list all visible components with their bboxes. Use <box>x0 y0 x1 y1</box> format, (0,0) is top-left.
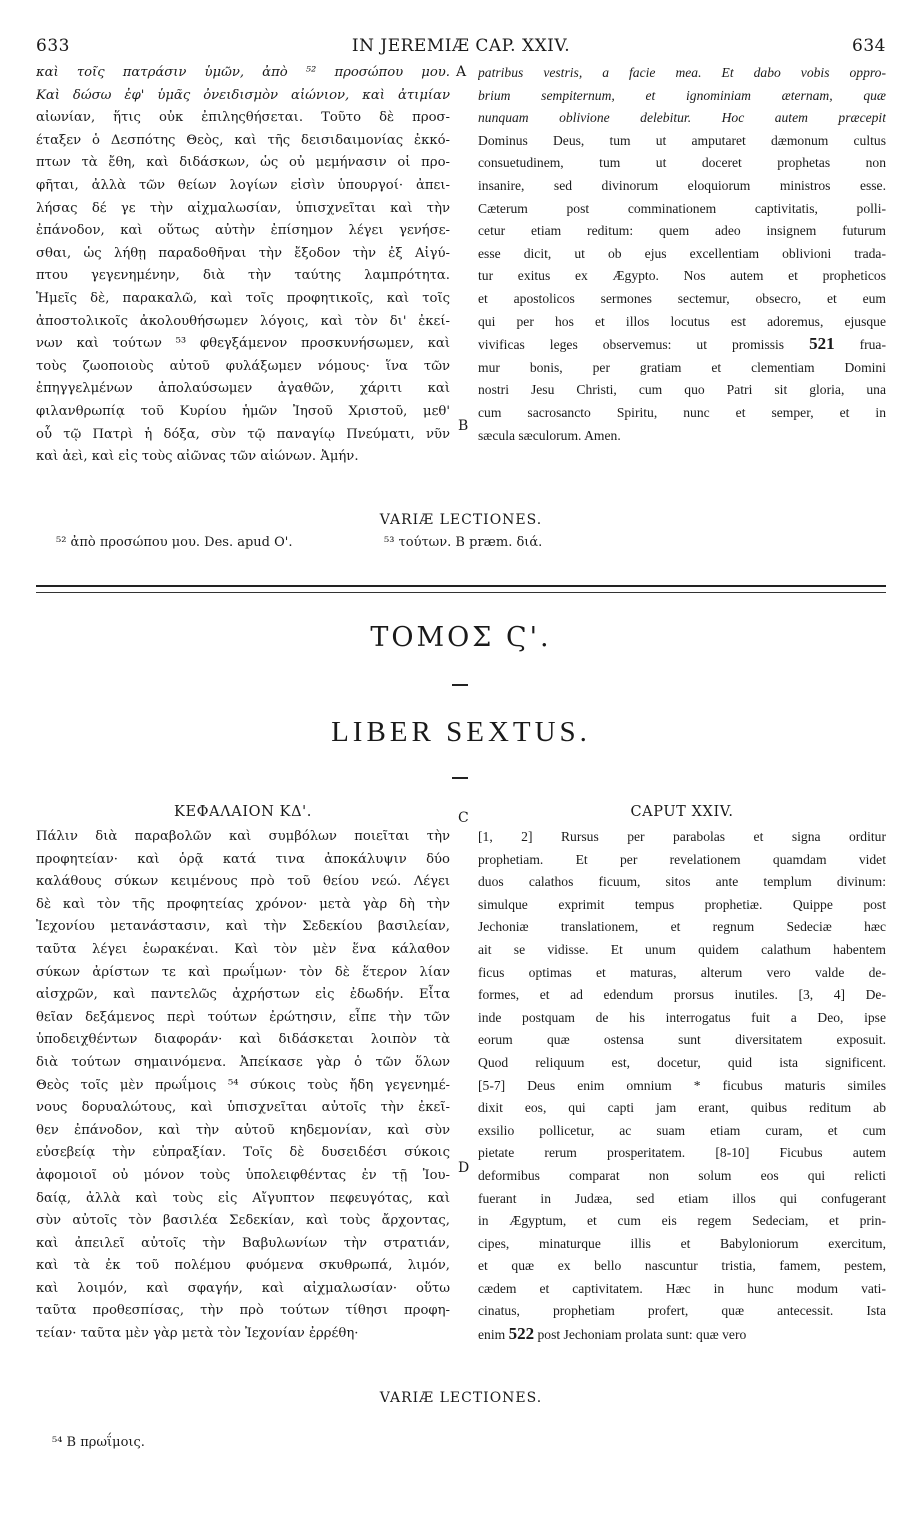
greek-top-line: οὗ τῷ Πατρὶ ἡ δόξα, σὺν τῷ παναγίῳ Πνεύματι, νῦν <box>36 426 450 442</box>
column-number-522: 522 <box>508 1324 535 1344</box>
greek-top-line: Καὶ δώσω ἐφ' ὑμᾶς ὀνειδισμὸν αἰώνιον, καὶ ἀτιμίαν <box>36 87 450 103</box>
latin-top-line: consuetudinem, tum ut doceret prophetas non <box>478 155 886 171</box>
latin-chapter-line: ait se vidisse. Et unum quidem calathum habentem <box>478 941 886 957</box>
greek-chapter-heading: ΚΕΦΑΛΑΙΟΝ ΚΔ'. <box>174 804 312 820</box>
greek-chapter-line: νους δορυαλώτους, καὶ ὑπισχνεῖται αὐτοῖς τὴν ἐκεῖ- <box>36 1100 450 1116</box>
greek-top-line: πτου γεγενημένην, διὰ τὴν ταύτης λαμπρότητα. <box>36 268 450 284</box>
greek-top-line: καὶ ἀεὶ, καὶ εἰς τοὺς αἰῶνας τῶν αἰώνων. Ἀμήν. <box>36 449 359 465</box>
greek-chapter-line: τείαν· ταῦτα μὲν γὰρ μετὰ τὸν Ἰεχονίαν ἐρρέθη· <box>36 1326 359 1342</box>
greek-chapter-line: Πάλιν διὰ παραβολῶν καὶ συμβόλων ποιεῖται τὴν <box>36 829 450 844</box>
greek-chapter-line: ὑποδειχθέντων διαφοράν· καὶ διδάσκεται λοιπὸν τὰ <box>36 1032 450 1048</box>
greek-chapter-line: σὺν αὐτοῖς τὸν βασιλέα Σεδεκίαν, καὶ τοὺς ἄρχοντας, <box>36 1213 450 1229</box>
tomos-title: ΤΟΜΟΣ Ϛ'. <box>370 622 552 653</box>
latin-chapter-line: pietate rerum prosperitatem. [8-10] Ficubus autem <box>478 1145 886 1161</box>
latin-chapter-line: [1, 2] Rursus per parabolas et signa orditur <box>478 829 886 844</box>
title-dash-1 <box>452 684 468 686</box>
latin-top-line: et apostolicos sermones sectemur, obsecro, et eum <box>478 290 886 306</box>
greek-top-line: τοὺς ζωοποιοὺς αὐτοῦ φυλάξωμεν νόμους· ἵνα τῶν <box>36 358 450 374</box>
latin-top-line: Cæterum post comminationem captivitatis, polli- <box>478 200 886 216</box>
greek-top-line: νων καὶ τούτων ⁵³ φθεγξάμενον προσκυνήσωμεν, καὶ <box>36 336 450 352</box>
latin-chapter-line: [5-7] Deus enim omnium * ficubus maturis similes <box>478 1077 886 1093</box>
latin-chapter-line: Jechoniæ translationem, et regnum Sedeciæ hæc <box>478 919 886 935</box>
running-title: IN JEREMIÆ CAP. XXIV. <box>351 36 571 56</box>
greek-top-line: ἐπηγγελμένων ἀπολαύσωμεν ἀγαθῶν, χάριτι καὶ <box>36 381 450 397</box>
latin-chapter-line: exsilio pollicetur, ac suam etiam curam, et cum <box>478 1122 886 1138</box>
greek-chapter-line: Θεὸς τοῖς μὲν πρωΐμοις ⁵⁴ σύκοις τοὺς ἤδη γεγενημέ- <box>36 1077 450 1093</box>
latin-chapter-heading: CAPUT XXIV. <box>630 804 734 820</box>
latin-top-line: patribus vestris, a facie mea. Et dabo vobis oppro- <box>478 65 886 80</box>
greek-top-line: σθαι, ὡς λήθῃ παραδοθῆναι τὴν ἔξοδον τὴν ἐξ Αἰγύ- <box>36 245 450 261</box>
latin-chapter-line: ficus optimas et maturas, alterum vero valde de- <box>478 964 886 980</box>
variae-lectiones-heading-2: VARIÆ LECTIONES. <box>379 1390 543 1406</box>
footnote-52: ⁵² ἀπὸ προσώπου μου. Des. apud Ο'. <box>56 535 293 550</box>
greek-chapter-line: αἰσχρῶν, καὶ παντελῶς ἀχρήστων εἰς ἐδωδήν. Εἶτα <box>36 987 450 1003</box>
margin-marker-c: C <box>458 810 469 826</box>
greek-chapter-line: προφητείαν· καὶ ὁρᾷ κατά τινα ἀποκάλυψιν δύο <box>36 851 450 867</box>
greek-top-line: έταξεν ὁ Δεσπότης Θεὸς, καὶ τῆς δεισιδαιμονίας ἐκκό- <box>36 132 450 148</box>
latin-chapter-line: duos calathos ficuum, sitos ante templum divinum: <box>478 874 886 890</box>
latin-top-line: nunquam oblivione delebitur. Hoc autem præcepit <box>478 110 886 126</box>
latin-column-top <box>478 62 886 447</box>
section-divider-thin <box>36 592 886 593</box>
greek-top-line: φῆται, ἀλλὰ τῶν θείων λογίων εἰσὶν ὑπουργοί· ἀπει- <box>36 177 450 193</box>
greek-chapter-line: δὲ καὶ τὸν τῆς προφητείας χρόνον· μετὰ γὰρ δὴ τὴν <box>36 896 450 912</box>
latin-top-line: qui per hos et illos locutus est adoremus, ejusque <box>478 313 886 329</box>
latin-chapter-line: inde postquam de his interrogatus fuit a Deo, ipse <box>478 1009 886 1025</box>
latin-chapter-line: enim 522 post Jechoniam prolata sunt: quæ vero <box>478 1324 747 1344</box>
greek-chapter-line: θεν ἐπάνοδον, καὶ τὴν αὐτοῦ κηδεμονίαν, καὶ σὺν <box>36 1122 450 1138</box>
latin-chapter-line: simulque exprimit tempus prophetiæ. Quippe post <box>478 896 886 912</box>
footnote-54: ⁵⁴ B πρωΐμοις. <box>52 1435 145 1450</box>
latin-chapter-line: in Ægyptum, et cum eis regem Sedeciam, et prin- <box>478 1213 886 1229</box>
latin-top-line: Dominus Deus, tum ut amputaret dæmonum cultus <box>478 132 886 148</box>
greek-column-chapter <box>36 826 450 1346</box>
footnote-53: ⁵³ τούτων. B præm. διά. <box>384 535 543 550</box>
margin-marker-a: A <box>456 64 467 80</box>
title-dash-2 <box>452 777 468 779</box>
greek-chapter-line: καὶ τὰ ἐκ τοῦ πολέμου φυόμενα σκυθρωπά, λιμόν, <box>36 1258 450 1274</box>
column-number-521: 521 <box>809 334 835 354</box>
greek-top-line: πτων τὰ ἔθη, καὶ διδάσκων, ὡς οὐ μεμήνασιν οἱ προ- <box>36 155 450 171</box>
latin-chapter-line: cipes, minaturque illis et Babyloniorum exercitum, <box>478 1235 886 1251</box>
latin-top-line: cetur etiam reditum: quem adeo insignem futurum <box>478 223 886 239</box>
latin-top-line: esse dicit, ut ob ejus excellentiam oblivioni trada- <box>478 245 886 261</box>
greek-chapter-line: καὶ ἀπειλεῖ αὐτοῖς τὴν Βαβυλωνίων τὴν στρατιάν, <box>36 1235 450 1251</box>
greek-top-line: καὶ τοῖς πατράσιν ὑμῶν, ἀπὸ ⁵² προσώπου μου. <box>36 65 450 80</box>
greek-chapter-line: δαίᾳ, ἀλλὰ καὶ τοὺς εἰς Αἴγυπτον πεφευγότας, καὶ <box>36 1190 450 1206</box>
section-divider <box>36 585 886 587</box>
greek-chapter-line: διὰ τούτων σημαινόμενα. Ἀπείκασε γὰρ ὁ τῶν ὅλων <box>36 1054 450 1070</box>
latin-chapter-line: fuerant in Judæa, sed etiam illos qui confugerant <box>478 1190 886 1206</box>
margin-marker-d: D <box>458 1160 470 1176</box>
page-number-right: 634 <box>852 36 886 56</box>
greek-chapter-line: ἀφομοιοῖ οὐ μόνον τοὺς ὑπολειφθέντας ἐν τῇ Ἰου- <box>36 1167 450 1183</box>
latin-top-line: mur bonis, per gratiam et clementiam Domini <box>478 359 886 375</box>
greek-top-line: λήσας δέ γε τὴν αἰχμαλωσίαν, ὑπισχνεῖται καὶ τὴν <box>36 200 450 216</box>
latin-chapter-line: cinatus, prophetiam profert, quæ antecessit. Ista <box>478 1303 886 1319</box>
greek-chapter-line: θεῖαν δεξάμενος περὶ τούτων ἐρώτησιν, εἶπε τὴν τῶν <box>36 1009 450 1025</box>
latin-top-line: brium sempiternum, et ignominiam æternam, quæ <box>478 87 886 103</box>
greek-column-top <box>36 62 450 469</box>
page-number-left: 633 <box>36 36 70 56</box>
latin-top-line: tur exitus ex Ægypto. Nos autem et propheticos <box>478 268 886 284</box>
greek-chapter-line: σύκων ἀρίστων τε καὶ πρωΐμων· τὸν δὲ ἕτερον λίαν <box>36 964 450 980</box>
running-head <box>36 36 886 58</box>
greek-top-line: αἰωνίαν, ἥτις οὐκ ἐπιληςθήσεται. Τοῦτο δὲ προσ- <box>36 110 450 126</box>
latin-top-line: vivificas leges observemus: ut promissis 521 frua- <box>478 334 886 354</box>
latin-top-line: insanire, sed divinorum eloquiorum ministros esse. <box>478 177 886 193</box>
variae-lectiones-heading: VARIÆ LECTIONES. <box>379 512 543 528</box>
latin-chapter-line: eorum quæ ostensa sunt diversitatem exposuit. <box>478 1032 886 1048</box>
latin-top-line: sæcula sæculorum. Amen. <box>478 427 621 443</box>
latin-chapter-line: Quod reliquum est, docetur, quid ista significent. <box>478 1054 886 1070</box>
greek-chapter-line: καὶ λοιμόν, καὶ σφαγήν, καὶ αἰχμαλωσίαν· οὕτω <box>36 1280 450 1296</box>
greek-top-line: ἐπάνοδον, καὶ οὕτως αὐτὴν ἐπίσημον λέγει γενήσε- <box>36 223 450 239</box>
greek-top-line: ἀποστολικοῖς ἀκολουθήσωμεν λόγοις, καὶ τὸν δι' ἐκεί- <box>36 313 450 329</box>
greek-chapter-line: Ἰεχονίου μετανάστασιν, καὶ τὴν Σεδεκίου βασιλείαν, <box>36 919 450 935</box>
latin-chapter-line: prophetiam. Et per revelationem quamdam videt <box>478 851 886 867</box>
greek-chapter-line: ταῦτα προθεσπίσας, τὴν πρὸ τούτων τίθησι προφη- <box>36 1303 450 1319</box>
latin-chapter-line: et quæ ex bello nascuntur tristia, famem, pestem, <box>478 1258 886 1274</box>
latin-top-line: nostri Jesu Christi, cum quo Patri sit gloria, una <box>478 382 886 398</box>
greek-chapter-line: καλάθους σύκων κειμένους πρὸ τοῦ θείου νεώ. Λέγει <box>36 874 450 890</box>
latin-column-chapter <box>478 826 886 1347</box>
margin-marker-b: B <box>458 418 469 434</box>
latin-chapter-line: dixit eos, qui capti jam erant, quibus reditum ab <box>478 1100 886 1116</box>
liber-title: LIBER SEXTUS. <box>331 716 591 748</box>
latin-top-line: cum sacrosancto Spiritu, nunc et semper, et in <box>478 404 886 420</box>
greek-chapter-line: εὐσεβείᾳ τὴν εὐπραξίαν. Τοῖς δὲ δυσειδέσι σύκοις <box>36 1145 450 1161</box>
greek-top-line: φιλανθρωπίᾳ τοῦ Κυρίου ἡμῶν Ἰησοῦ Χριστοῦ, μεθ' <box>36 403 450 419</box>
greek-top-line: Ἡμεῖς δὲ, παρακαλῶ, καὶ τοῖς προφητικοῖς, καὶ τοῖς <box>36 290 450 306</box>
latin-chapter-line: deformibus comparat non solum eos qui relicti <box>478 1167 886 1183</box>
greek-chapter-line: ταῦτα λέγει ἑωρακέναι. Καὶ τὸν μὲν ἕνα κάλαθον <box>36 941 450 957</box>
latin-chapter-line: cædem et captivitatem. Hæc in hunc modum vati- <box>478 1280 886 1296</box>
latin-chapter-line: formes, et ad edendum prorsus inutiles. [3, 4] De- <box>478 987 886 1003</box>
